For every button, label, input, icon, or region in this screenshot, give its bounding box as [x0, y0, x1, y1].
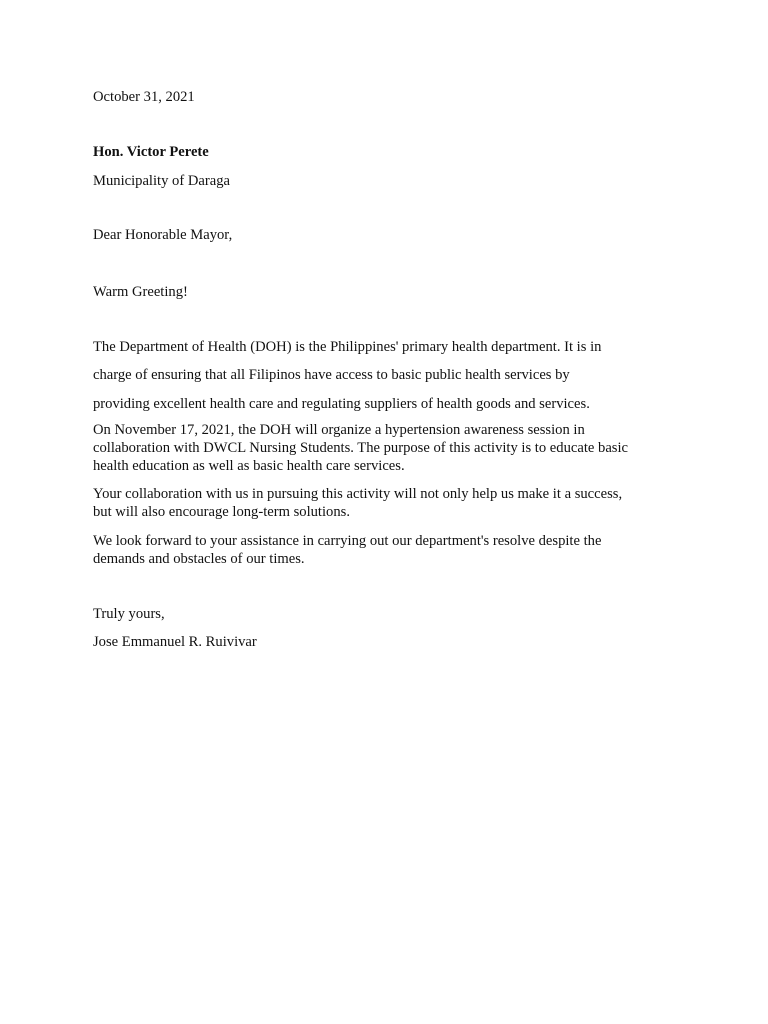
- paragraph-4-line: demands and obstacles of our times.: [93, 551, 305, 567]
- paragraph-1-line: The Department of Health (DOH) is the Philippines' primary health department. It is in: [93, 339, 602, 355]
- salutation: Dear Honorable Mayor,: [93, 227, 233, 243]
- paragraph-1-line: providing excellent health care and regulating suppliers of health goods and services.: [93, 396, 590, 412]
- signature-name: Jose Emmanuel R. Ruivivar: [93, 634, 257, 650]
- recipient-organization: Municipality of Daraga: [93, 173, 230, 189]
- letter-date: October 31, 2021: [93, 89, 195, 105]
- paragraph-2-line: health education as well as basic health care services.: [93, 458, 405, 474]
- paragraph-3-line: but will also encourage long-term solutions.: [93, 504, 350, 520]
- paragraph-2-line: collaboration with DWCL Nursing Students. The purpose of this activity is to educate basic: [93, 440, 629, 456]
- paragraph-4-line: We look forward to your assistance in carrying out our department's resolve despite the: [93, 533, 602, 549]
- paragraph-3-line: Your collaboration with us in pursuing this activity will not only help us make it a success,: [93, 486, 623, 502]
- closing: Truly yours,: [93, 606, 165, 622]
- recipient-name: Hon. Victor Perete: [93, 144, 209, 160]
- paragraph-1-line: charge of ensuring that all Filipinos have access to basic public health services by: [93, 367, 570, 383]
- greeting: Warm Greeting!: [93, 284, 188, 300]
- paragraph-2-line: On November 17, 2021, the DOH will organize a hypertension awareness session in: [93, 422, 585, 438]
